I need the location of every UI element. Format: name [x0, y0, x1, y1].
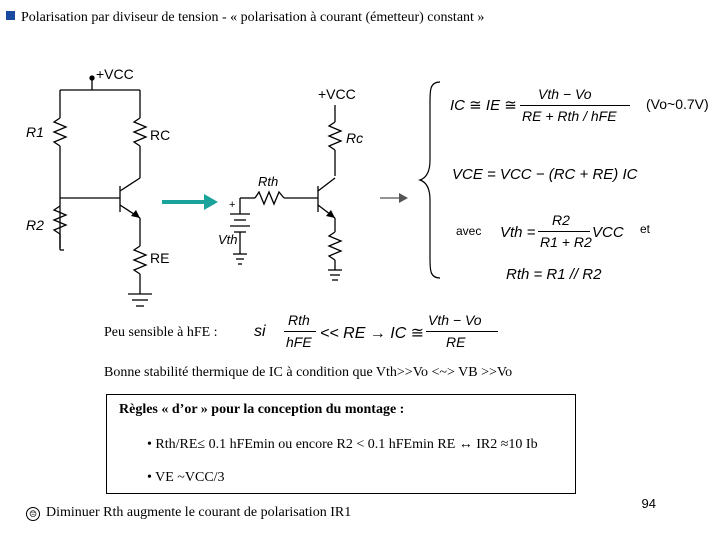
sens-result-numerator: Vth − Vo	[428, 312, 482, 328]
rules-item-2: • VE ~VCC/3	[147, 470, 225, 485]
title-text: Polarisation par diviseur de tension - « polarisation à courant (émetteur) constant »	[21, 10, 485, 25]
frown-icon: ☹	[26, 507, 40, 521]
ic-numerator: Vth − Vo	[538, 86, 592, 102]
footnote-text: Diminuer Rth augmente le courant de polarisation IR1	[46, 505, 352, 520]
vth-fraction-bar	[538, 231, 590, 232]
ic-fraction-bar	[520, 105, 630, 106]
curly-brace	[418, 80, 448, 280]
sens-fraction-bar	[284, 331, 316, 332]
plus-label: +	[229, 199, 236, 211]
rules-heading: Règles « d’or » pour la conception du montage :	[119, 402, 405, 417]
vth-equation-lhs: Vth =	[500, 224, 536, 241]
sens-result-bar	[426, 331, 498, 332]
ic-denominator: RE + Rth / hFE	[522, 108, 617, 124]
ic-equation-lhs: IC ≅ IE ≅	[450, 97, 517, 114]
r1-label: R1	[26, 124, 44, 140]
rth-label: Rth	[258, 174, 279, 189]
r2-label: R2	[26, 217, 44, 233]
vce-equation: VCE = VCC − (RC + RE) IC	[452, 166, 638, 183]
re-label: RE	[150, 250, 170, 266]
rc-right-label: Rc	[346, 130, 364, 146]
gray-arrow-icon	[380, 193, 408, 203]
vth-denominator: R1 + R2	[540, 234, 592, 250]
page-number: 94	[641, 496, 656, 511]
vth-tail: VCC	[592, 224, 624, 241]
sens-result-denominator: RE	[446, 334, 466, 350]
square-bullet-icon	[6, 11, 15, 20]
circuit-diagram	[0, 55, 430, 315]
footnote	[26, 505, 351, 521]
slide-title	[6, 10, 484, 26]
et-label: et	[640, 222, 651, 236]
sens-numerator: Rth	[288, 312, 310, 328]
vo-note: (Vo~0.7V)	[646, 96, 709, 112]
vcc-left-label: +VCC	[96, 66, 134, 82]
stability-text: Bonne stabilité thermique de IC à condition que Vth>>Vo <~> VB >>Vo	[104, 365, 513, 380]
avec-label: avec	[456, 224, 482, 238]
teal-arrow-icon	[162, 194, 218, 210]
rules-box	[106, 394, 576, 494]
rules-item-1: • Rth/RE≤ 0.1 hFEmin ou encore R2 < 0.1 hFEmin RE ↔ IR2 ≈10 Ib	[147, 437, 538, 452]
sens-denominator: hFE	[286, 334, 312, 350]
si-label: si	[254, 323, 266, 340]
rth-equation: Rth = R1 // R2	[506, 266, 602, 283]
vth-label: Vth	[218, 232, 238, 247]
sensitivity-label: Peu sensible à hFE :	[104, 325, 218, 340]
rc-left-label: RC	[150, 127, 171, 143]
sens-relation: << RE → IC ≅	[320, 325, 425, 342]
vth-numerator: R2	[552, 212, 570, 228]
vcc-right-label: +VCC	[318, 86, 356, 102]
